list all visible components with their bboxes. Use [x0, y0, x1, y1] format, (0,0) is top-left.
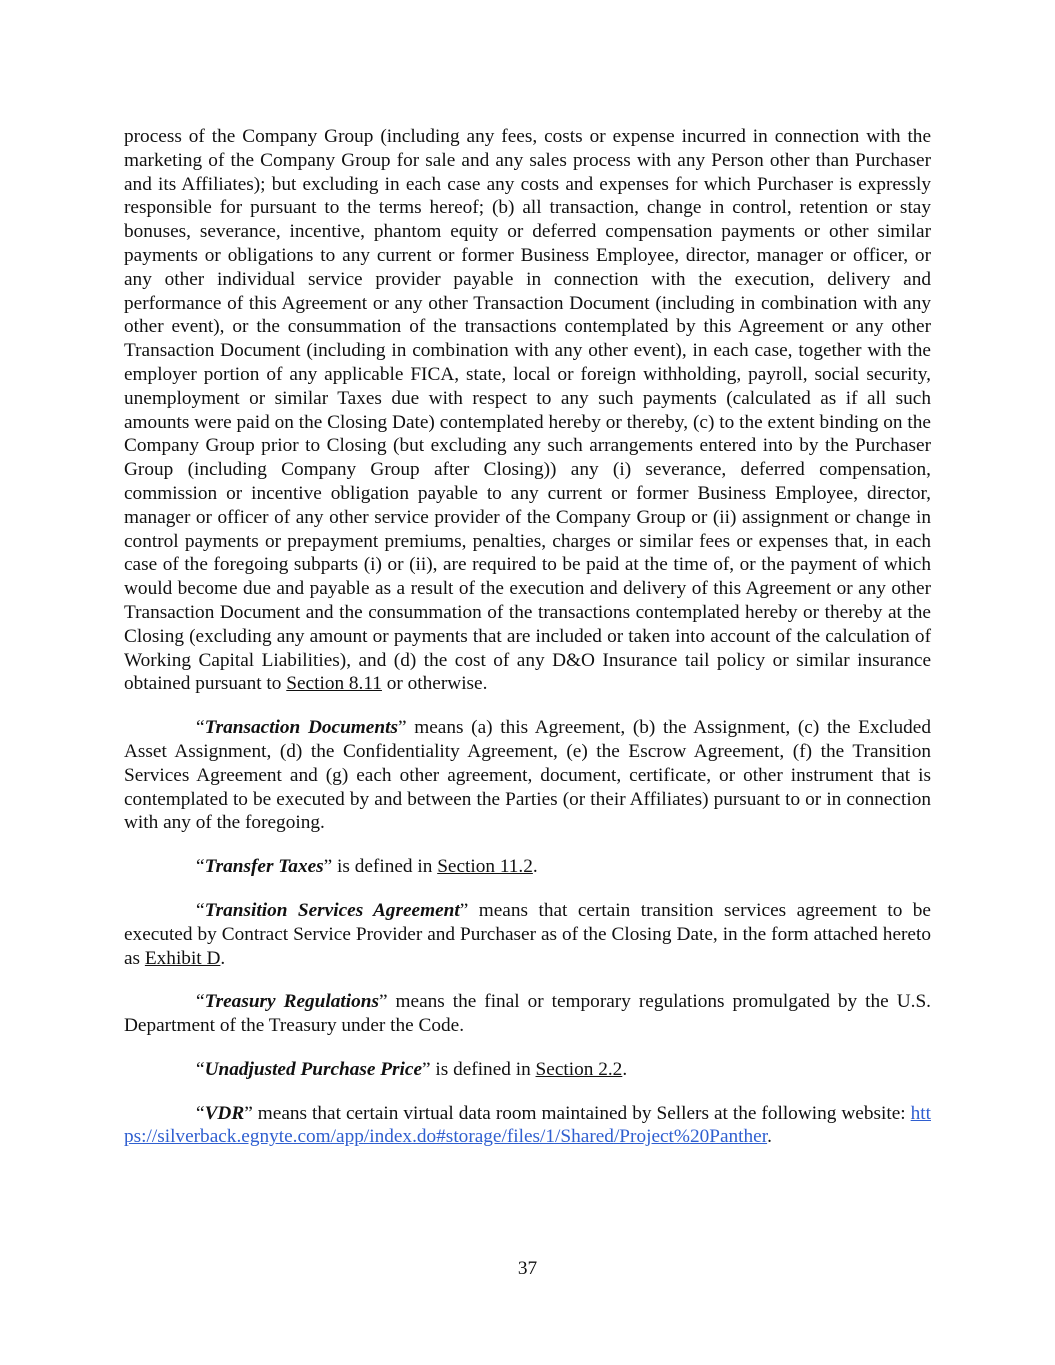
document-body [124, 125, 931, 1169]
open-quote: “ [196, 899, 205, 921]
continuation-paragraph [124, 125, 931, 696]
definition-text: means the final or temporary regulations promulgated by the U.S. Department of the Treasury under the Code. [124, 991, 932, 1037]
definition-transition-services-agreement [124, 899, 931, 970]
close-quote: ” [459, 899, 469, 921]
open-quote: “ [196, 991, 205, 1013]
continuation-text: process of the Company Group (including any fees, costs or expense incurred in connection with the marketing of the Company Group for sale and any sales process with any Person other than Purchaser and its Affiliates); but excluding in each case any costs and expenses for which Purchaser is expressly responsible for pursuant to the terms hereof; (b) all transaction, change in control, retention or stay bonuses, severance, incentive, phantom equity or deferred compensation payments or other similar payments or obligations to any current or former Business Employee, director, manager or officer, or any other individual service provider payable in connection with the execution, delivery and performance of this Agreement or any other Transaction Document (including in combination with any other event), or the consummation of the transactions contemplated by this Agreement or any other Transaction Document (including in combination with any other event), in each case, together with the employer portion of any applicable FICA, state, local or foreign withholding, payroll, social security, unemployment or similar Taxes due with respect to any such payments (calculated as if all such amounts were paid on the Closing Date) contemplated hereby or thereby, (c) to the extent binding on the Company Group prior to Closing (but excluding any such arrangements entered into by the Purchaser Group (including Company Group after Closing)) any (i) severance, deferred compensation, commission or incentive obligation payable to any current or former Business Employee, director, manager or officer of any other service provider of the Company Group or (ii) assignment or change in control payments or prepayment premiums, penalties, charges or similar fees or expenses that, in each case of the foregoing subparts (i) or (ii), are required to be paid at the time of, or the payment of which would become due and payable as a result of the execution and delivery of this Agreement or any other Transaction Document and the consummation of the transactions contemplated hereby or thereby at the Closing (excluding any amount or payments that are included or taken into account of the calculation of Working Capital Liabilities), and (d) the cost of any D&O Insurance tail policy or similar insurance obtained pursuant to [124, 126, 931, 695]
definition-vdr [124, 1102, 931, 1150]
definition-text: means that certain virtual data room maintained by Sellers at the following website: [252, 1102, 911, 1124]
close-quote: ” [397, 717, 407, 739]
definition-treasury-regulations [124, 990, 931, 1038]
defined-term: Transaction Documents [204, 717, 398, 739]
definition-text: means that certain transition services agreement to be executed by Contract Service Provider and Purchaser as of the Closing Date, in the form attached hereto as [124, 899, 931, 969]
section-2-2-reference[interactable]: Section 2.2 [535, 1058, 623, 1080]
defined-term: Transfer Taxes [204, 856, 324, 878]
definition-text: means (a) this Agreement, (b) the Assignment, (c) the Excluded Asset Assignment, (d) the Confidentiality Agreement, (e) the Escrow Agreement, (f) the Transition Services Agreement and (g) each other agreement, document, certificate, or other instrument that is contemplated to be executed by and between the Parties (or their Affiliates) pursuant to or in connection with any of the foregoing. [124, 717, 931, 834]
defined-term: Treasury Regulations [204, 991, 379, 1013]
defined-term: Transition Services Agreement [204, 899, 460, 921]
vdr-website-link[interactable]: https://silverback.egnyte.com/app/index.do#storage/files/1/Shared/Project%20Panther [124, 1102, 931, 1148]
definition-text: is defined in [332, 856, 438, 878]
definition-tail: . [767, 1126, 772, 1148]
definition-transfer-taxes [124, 855, 931, 879]
open-quote: “ [196, 856, 205, 878]
definition-text: is defined in [430, 1058, 536, 1080]
close-quote: ” [323, 856, 333, 878]
section-8-11-reference[interactable]: Section 8.11 [286, 673, 382, 695]
open-quote: “ [196, 1102, 205, 1124]
open-quote: “ [196, 1058, 205, 1080]
continuation-tail: or otherwise. [381, 673, 488, 695]
definition-tail: . [532, 856, 538, 878]
page-number: 37 [517, 1258, 538, 1279]
section-11-2-reference[interactable]: Section 11.2 [437, 856, 533, 878]
close-quote: ” [422, 1058, 431, 1080]
defined-term: VDR [204, 1102, 245, 1124]
open-quote: “ [196, 717, 205, 739]
close-quote: ” [378, 991, 388, 1013]
definition-tail: . [220, 947, 226, 969]
definition-transaction-documents [124, 716, 931, 835]
exhibit-d-reference[interactable]: Exhibit D [144, 947, 221, 969]
close-quote: ” [244, 1102, 253, 1124]
defined-term: Unadjusted Purchase Price [204, 1058, 423, 1080]
definition-tail: . [622, 1058, 628, 1080]
definition-unadjusted-purchase-price [124, 1058, 931, 1082]
